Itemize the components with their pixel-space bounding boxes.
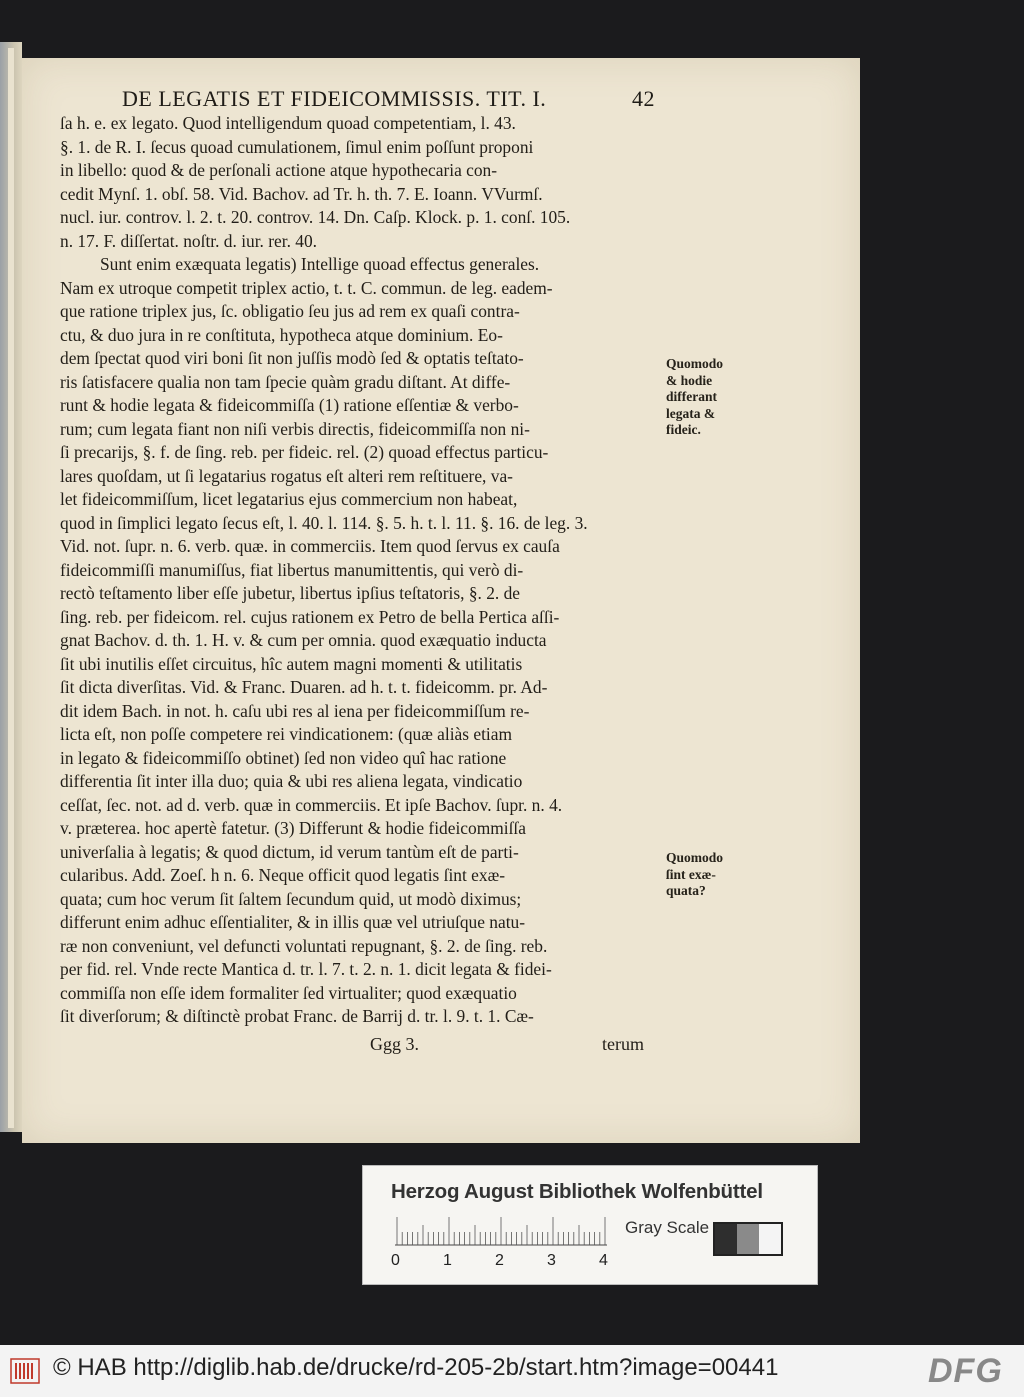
text-line: Nam ex utroque competit triplex actio, t. t. C. commun. de leg. eadem-	[60, 277, 553, 298]
text-line: ris ſatisfacere qualia non tam ſpecie quàm gradu diſtant. At diffe-	[60, 371, 511, 392]
ruler-number: 4	[599, 1252, 608, 1269]
catchword: terum	[602, 1034, 644, 1054]
text-line: rum; cum legata fiant non niſi verbis directis, fideicommiſſa non ni-	[60, 418, 530, 439]
text-line: licta eſt, non poſſe competere rei vindicationem: (quæ aliàs etiam	[60, 724, 513, 744]
gray-scale-label: Gray Scale	[625, 1218, 710, 1237]
margin-note-line: fideic.	[666, 422, 701, 437]
margin-note-line: differant	[666, 389, 717, 404]
text-line: differunt enim adhuc eſſentialiter, & in illis quæ vel utriuſque natu-	[60, 912, 526, 932]
ruler-number: 0	[391, 1252, 400, 1269]
text-line: commiſſa non eſſe idem formaliter ſed virtualiter; quod exæquatio	[60, 982, 517, 1003]
footer-bar	[0, 1345, 1024, 1397]
copyright-link[interactable]: © HAB http://diglib.hab.de/drucke/rd-205-2b/start.htm?image=00441	[53, 1354, 779, 1381]
margin-note-line: & hodie	[666, 372, 713, 388]
text-line: ræ non conveniunt, vel defuncti voluntati repugnant, §. 2. de ſing. reb.	[60, 935, 548, 956]
ruler-numbers	[389, 1252, 619, 1272]
text-line: quata; cum hoc verum ſit ſaltem ſecundum quid, ut modò diximus;	[60, 888, 522, 909]
margin-note-line: legata &	[666, 405, 716, 421]
text-line: ſit dicta diverſitas. Vid. & Franc. Duaren. ad h. t. t. fideicomm. pr. Ad-	[60, 677, 548, 697]
text-line: in libello: quod & de perſonali actione atque hypothecaria con-	[60, 160, 498, 180]
dfg-logo: DFG	[928, 1352, 1003, 1390]
text-line: gnat Bachov. d. th. 1. H. v. & cum per omnia. quod exæquatio inducta	[60, 630, 547, 650]
text-line: ſit diverſorum; & diſtinctè probat Franc. de Barrij d. tr. l. 9. t. 1. Cæ-	[60, 1006, 534, 1026]
text-line: in legato & fideicommiſſo obtinet) ſed non video quî hac ratione	[60, 747, 507, 768]
margin-note-line: Quomodo	[666, 356, 724, 371]
margin-note-line: Quomodo	[666, 850, 724, 865]
body-text	[60, 112, 682, 1029]
page-edge-strip	[8, 48, 14, 1128]
text-line: quod in ſimplici legato ſecus eſt, l. 40. l. 114. §. 5. h. t. l. 11. §. 16. de leg. 3.	[60, 512, 588, 533]
ruler-number: 3	[547, 1252, 556, 1269]
margin-note-2	[666, 850, 723, 900]
text-line: ſa h. e. ex legato. Quod intelligendum quoad competentiam, l. 43.	[60, 113, 516, 133]
text-line: Sunt enim exæquata legatis) Intellige quoad effectus generales.	[100, 254, 540, 274]
text-line: Vid. not. ſupr. n. 6. verb. quæ. in commerciis. Item quod ſervus ex cauſa	[60, 536, 560, 556]
text-line: v. præterea. hoc apertè fatetur. (3) Differunt & hodie fideicommiſſa	[60, 818, 526, 838]
ruler-icon	[395, 1216, 607, 1246]
text-line: ſit ubi inutilis eſſet circuitus, hîc autem magni momenti & utilitatis	[60, 653, 523, 674]
text-line: fideicommiſſi manumiſſus, fiat libertus manumittentis, qui verò di-	[60, 559, 524, 580]
margin-note-1	[666, 356, 723, 439]
text-line: §. 1. de R. I. ſecus quoad cumulationem, ſimul enim poſſunt proponi	[60, 136, 534, 157]
gray-scale-swatch	[713, 1222, 783, 1256]
text-line: ctu, & duo jura in re conſtituta, hypotheca atque dominium. Eo-	[60, 324, 503, 345]
gray-swatch	[737, 1224, 759, 1254]
running-header	[122, 86, 822, 112]
text-line: univerſalia à legatis; & quod dictum, id verum tantùm eſt de parti-	[60, 841, 519, 862]
text-line: n. 17. F. diſſertat. noſtr. d. iur. rer. 40.	[60, 230, 318, 251]
text-line: cularibus. Add. Zoeſ. h n. 6. Neque officit quod legatis ſint exæ-	[60, 865, 505, 885]
text-line: lares quoſdam, ut ſi legatarius rogatus eſt alteri rem reſtituere, va-	[60, 465, 513, 486]
text-line: per fid. rel. Vnde recte Mantica d. tr. l. 7. t. 2. n. 1. dicit legata & fidei-	[60, 959, 552, 979]
hab-logo-icon	[10, 1358, 40, 1384]
text-line: let fideicommiſſum, licet legatarius ejus commercium non habeat,	[60, 489, 518, 509]
ruler-number: 2	[495, 1252, 504, 1269]
gray-swatch	[759, 1224, 781, 1254]
header-title: DE LEGATIS ET FIDEICOMMISSIS. TIT. I.	[122, 86, 547, 111]
margin-note-line: ſint exæ-	[666, 866, 716, 882]
text-line: ſi precarijs, §. f. de ſing. reb. per fideic. rel. (2) quoad effectus particu-	[60, 442, 549, 462]
gray-swatch	[715, 1224, 737, 1254]
ruler-number: 1	[443, 1252, 452, 1269]
text-line: nucl. iur. controv. l. 2. t. 20. controv. 14. Dn. Caſp. Klock. p. 1. conſ. 105.	[60, 207, 571, 227]
margin-note-line: quata?	[666, 883, 706, 898]
calibration-card	[362, 1165, 818, 1285]
library-name: Herzog August Bibliothek Wolfenbüttel	[391, 1180, 763, 1203]
book-page	[22, 58, 860, 1143]
text-line: dit idem Bach. in not. h. caſu ubi res al iena per fideicommiſſum re-	[60, 700, 530, 721]
text-line: dem ſpectat quod viri boni ſit non juſſis modò ſed & optatis teſtato-	[60, 348, 524, 368]
text-line: ſing. reb. per fideicom. rel. cujus rationem ex Petro de bella Pertica aſſi-	[60, 606, 560, 627]
text-line: cedit Mynſ. 1. obſ. 58. Vid. Bachov. ad Tr. h. th. 7. E. Ioann. VVurmſ.	[60, 183, 543, 204]
text-line: rectò teſtamento liber eſſe jubetur, libertus ipſius teſtatoris, §. 2. de	[60, 583, 521, 603]
signature-mark: Ggg 3.	[370, 1034, 419, 1054]
text-line: que ratione triplex jus, ſc. obligatio ſeu jus ad rem ex quaſi contra-	[60, 301, 520, 321]
text-line: differentia ſit inter illa duo; quia & ubi res aliena legata, vindicatio	[60, 771, 523, 791]
text-line: runt & hodie legata & fideicommiſſa (1) ratione eſſentiæ & verbo-	[60, 395, 519, 415]
page-number: 42	[632, 86, 655, 111]
text-line: ceſſat, ſec. not. ad d. verb. quæ in commerciis. Et ipſe Bachov. ſupr. n. 4.	[60, 794, 563, 815]
